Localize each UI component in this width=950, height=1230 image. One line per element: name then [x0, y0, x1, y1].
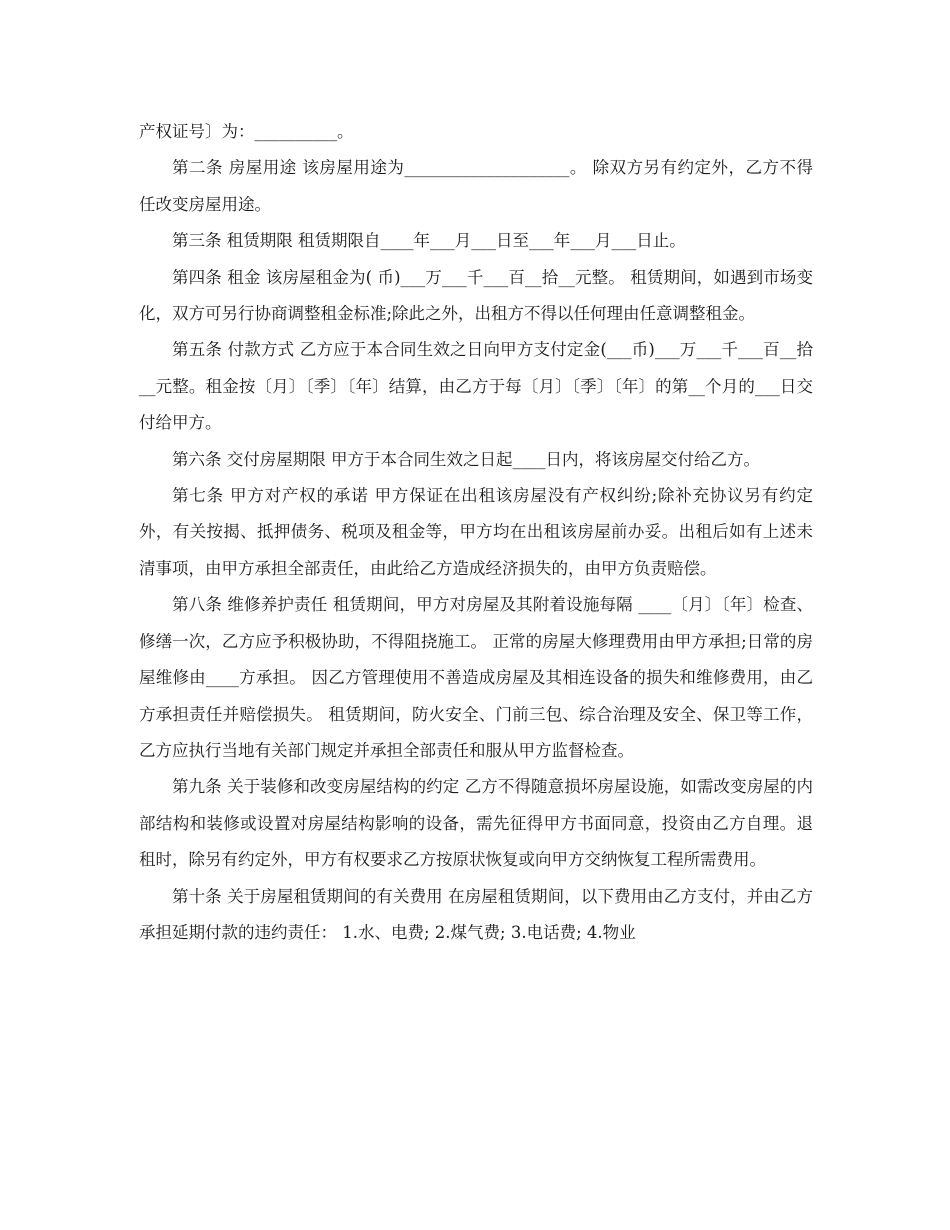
paragraph-article-9-renovation: 第九条 关于装修和改变房屋结构的约定 乙方不得随意损坏房屋设施，如需改变房屋的内部结构和装修或设置对房屋结构影响的设备，需先征得甲方书面同意，投资由乙方自理。退租时，除另有约定外，甲方有权要求乙方按原状恢复或向甲方交纳恢复工程所需费用。	[139, 777, 813, 870]
paragraph-article-7-title-warranty: 第七条 甲方对产权的承诺 甲方保证在出租该房屋没有产权纠纷;除补充协议另有约定外，有关按揭、抵押债务、税项及租金等，甲方均在出租该房屋前办妥。出租后如有上述未清事项，由甲方承担全部责任，由此给乙方造成经济损失的，由甲方负责赔偿。	[139, 486, 813, 578]
paragraph-article-4-rent: 第四条 租金 该房屋租金为( 币)___万___千___百__拾__元整。 租赁期间，如遇到市场变化，双方可另行协商调整租金标准;除此之外，出租方不得以任何理由任意调整租金。	[139, 267, 813, 324]
paragraph-certificate-number: 产权证号〕为：__________。	[139, 122, 354, 141]
document-body	[139, 114, 813, 951]
paragraph-article-10-fees: 第十条 关于房屋租赁期间的有关费用 在房屋租赁期间，以下费用由乙方支付，并由乙方承担延期付款的违约责任： 1.水、电费; 2.煤气费; 3.电话费; 4.物业	[139, 886, 813, 942]
paragraph-article-8-maintenance: 第八条 维修养护责任 租赁期间，甲方对房屋及其附着设施每隔 ____〔月〕〔年〕检查、修缮一次，乙方应予积极协助，不得阻挠施工。 正常的房屋大修理费用由甲方承担;日常的房屋维修由____方承担。 因乙方管理使用不善造成房屋及其相连设备的损失和维修费用，由乙方承担责任并赔偿损失。 租赁期间，防火安全、门前三包、综合治理及安全、保卫等工作，乙方应执行当地有关部门规定并承担全部责任和服从甲方监督检查。	[139, 595, 813, 760]
paragraph-article-5-payment: 第五条 付款方式 乙方应于本合同生效之日向甲方支付定金(___币)___万___千___百__拾 __元整。租金按〔月〕〔季〕〔年〕结算，由乙方于每〔月〕〔季〕〔年〕的第__个月的___日交付给甲方。	[139, 340, 813, 433]
paragraph-article-2-usage: 第二条 房屋用途 该房屋用途为____________________。 除双方另有约定外，乙方不得任改变房屋用途。	[139, 158, 813, 214]
paragraph-article-6-delivery: 第六条 交付房屋期限 甲方于本合同生效之日起____日内，将该房屋交付给乙方。	[172, 449, 760, 469]
paragraph-article-3-term: 第三条 租赁期限 租赁期限自____年___月___日至___年___月___日止。	[172, 231, 686, 251]
